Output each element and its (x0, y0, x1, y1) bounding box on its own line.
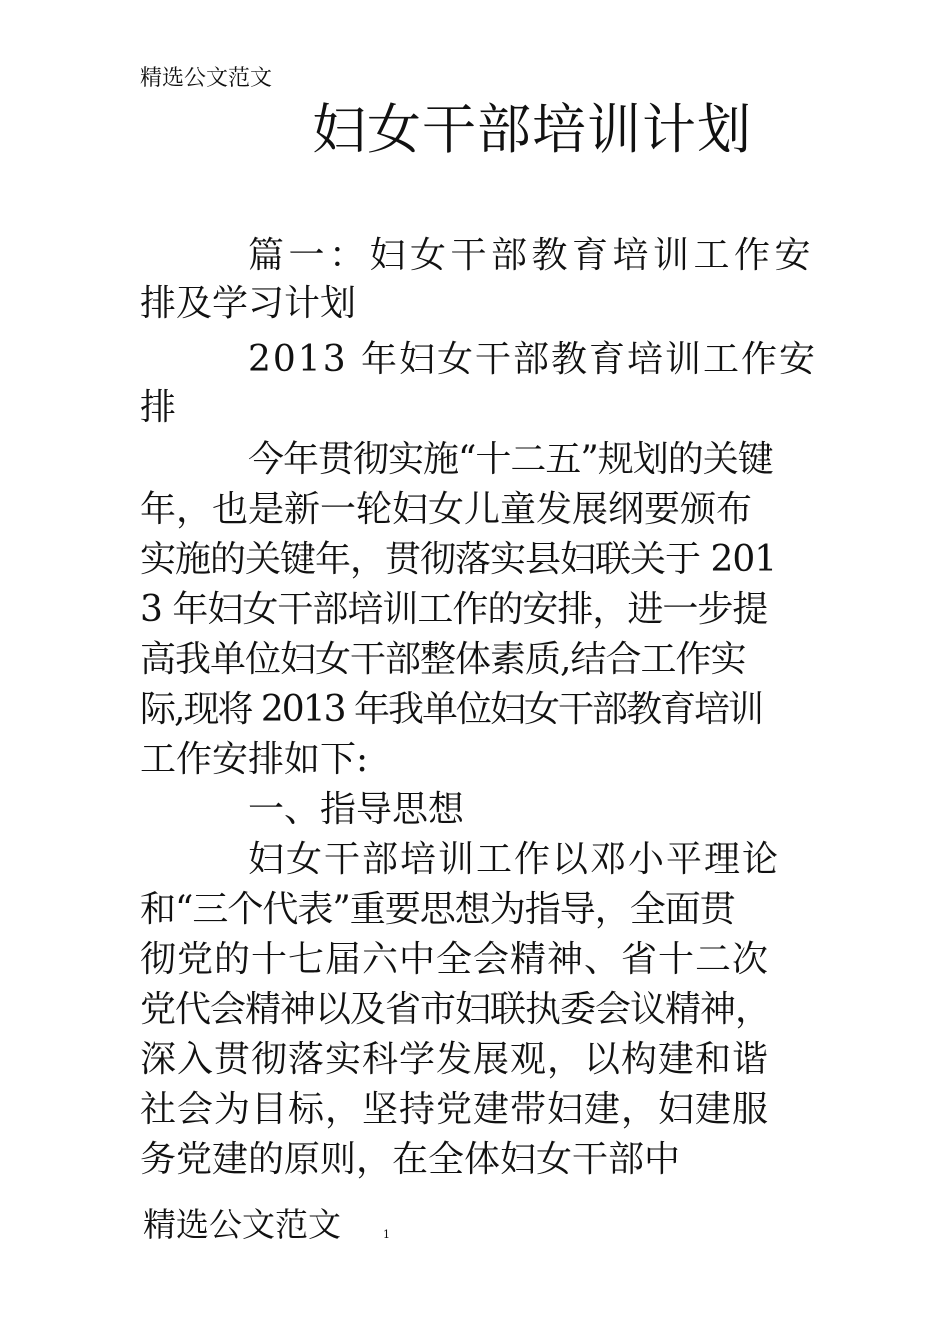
body-line: 彻党的十七届六中全会精神、省十二次 (140, 939, 770, 980)
body-line: 高我单位妇女干部整体素质,结合工作实 (140, 639, 746, 680)
body-line: 篇一：妇女干部教育培训工作安 (248, 235, 816, 276)
body-line: 务党建的原则，在全体妇女干部中 (140, 1139, 681, 1180)
body-line: 深入贯彻落实科学发展观，以构建和谐 (140, 1039, 770, 1080)
body-line: 2013 年妇女干部教育培训工作安 (248, 339, 818, 380)
body-line: 今年贯彻实施“十二五”规划的关键 (248, 439, 773, 480)
document-title: 妇女干部培训计划 (312, 98, 752, 161)
body-line: 社会为目标，坚持党建带妇建，妇建服 (140, 1089, 770, 1130)
section-heading: 一、指导思想 (248, 789, 465, 830)
body-line: 党代会精神以及省市妇联执委会议精神， (140, 989, 771, 1030)
body-line: 工作安排如下: (140, 739, 369, 780)
page-number: 1 (383, 1228, 390, 1241)
body-line: 际,现将 2013 年我单位妇女干部教育培训 (140, 689, 762, 730)
page-footer: 精选公文范文 (143, 1205, 341, 1244)
page-header: 精选公文范文 (140, 66, 273, 91)
body-line: 实施的关键年，贯彻落实县妇联关于 201 (140, 539, 777, 580)
body-line: 排及学习计划 (140, 283, 357, 324)
body-line: 妇女干部培训工作以邓小平理论 (248, 839, 781, 880)
body-line: 排 (140, 387, 177, 428)
body-line: 3 年妇女干部培训工作的安排，进一步提 (140, 589, 768, 630)
body-line: 年，也是新一轮妇女儿童发展纲要颁布 (140, 489, 753, 530)
body-line: 和“三个代表”重要思想为指导，全面贯 (140, 889, 735, 930)
